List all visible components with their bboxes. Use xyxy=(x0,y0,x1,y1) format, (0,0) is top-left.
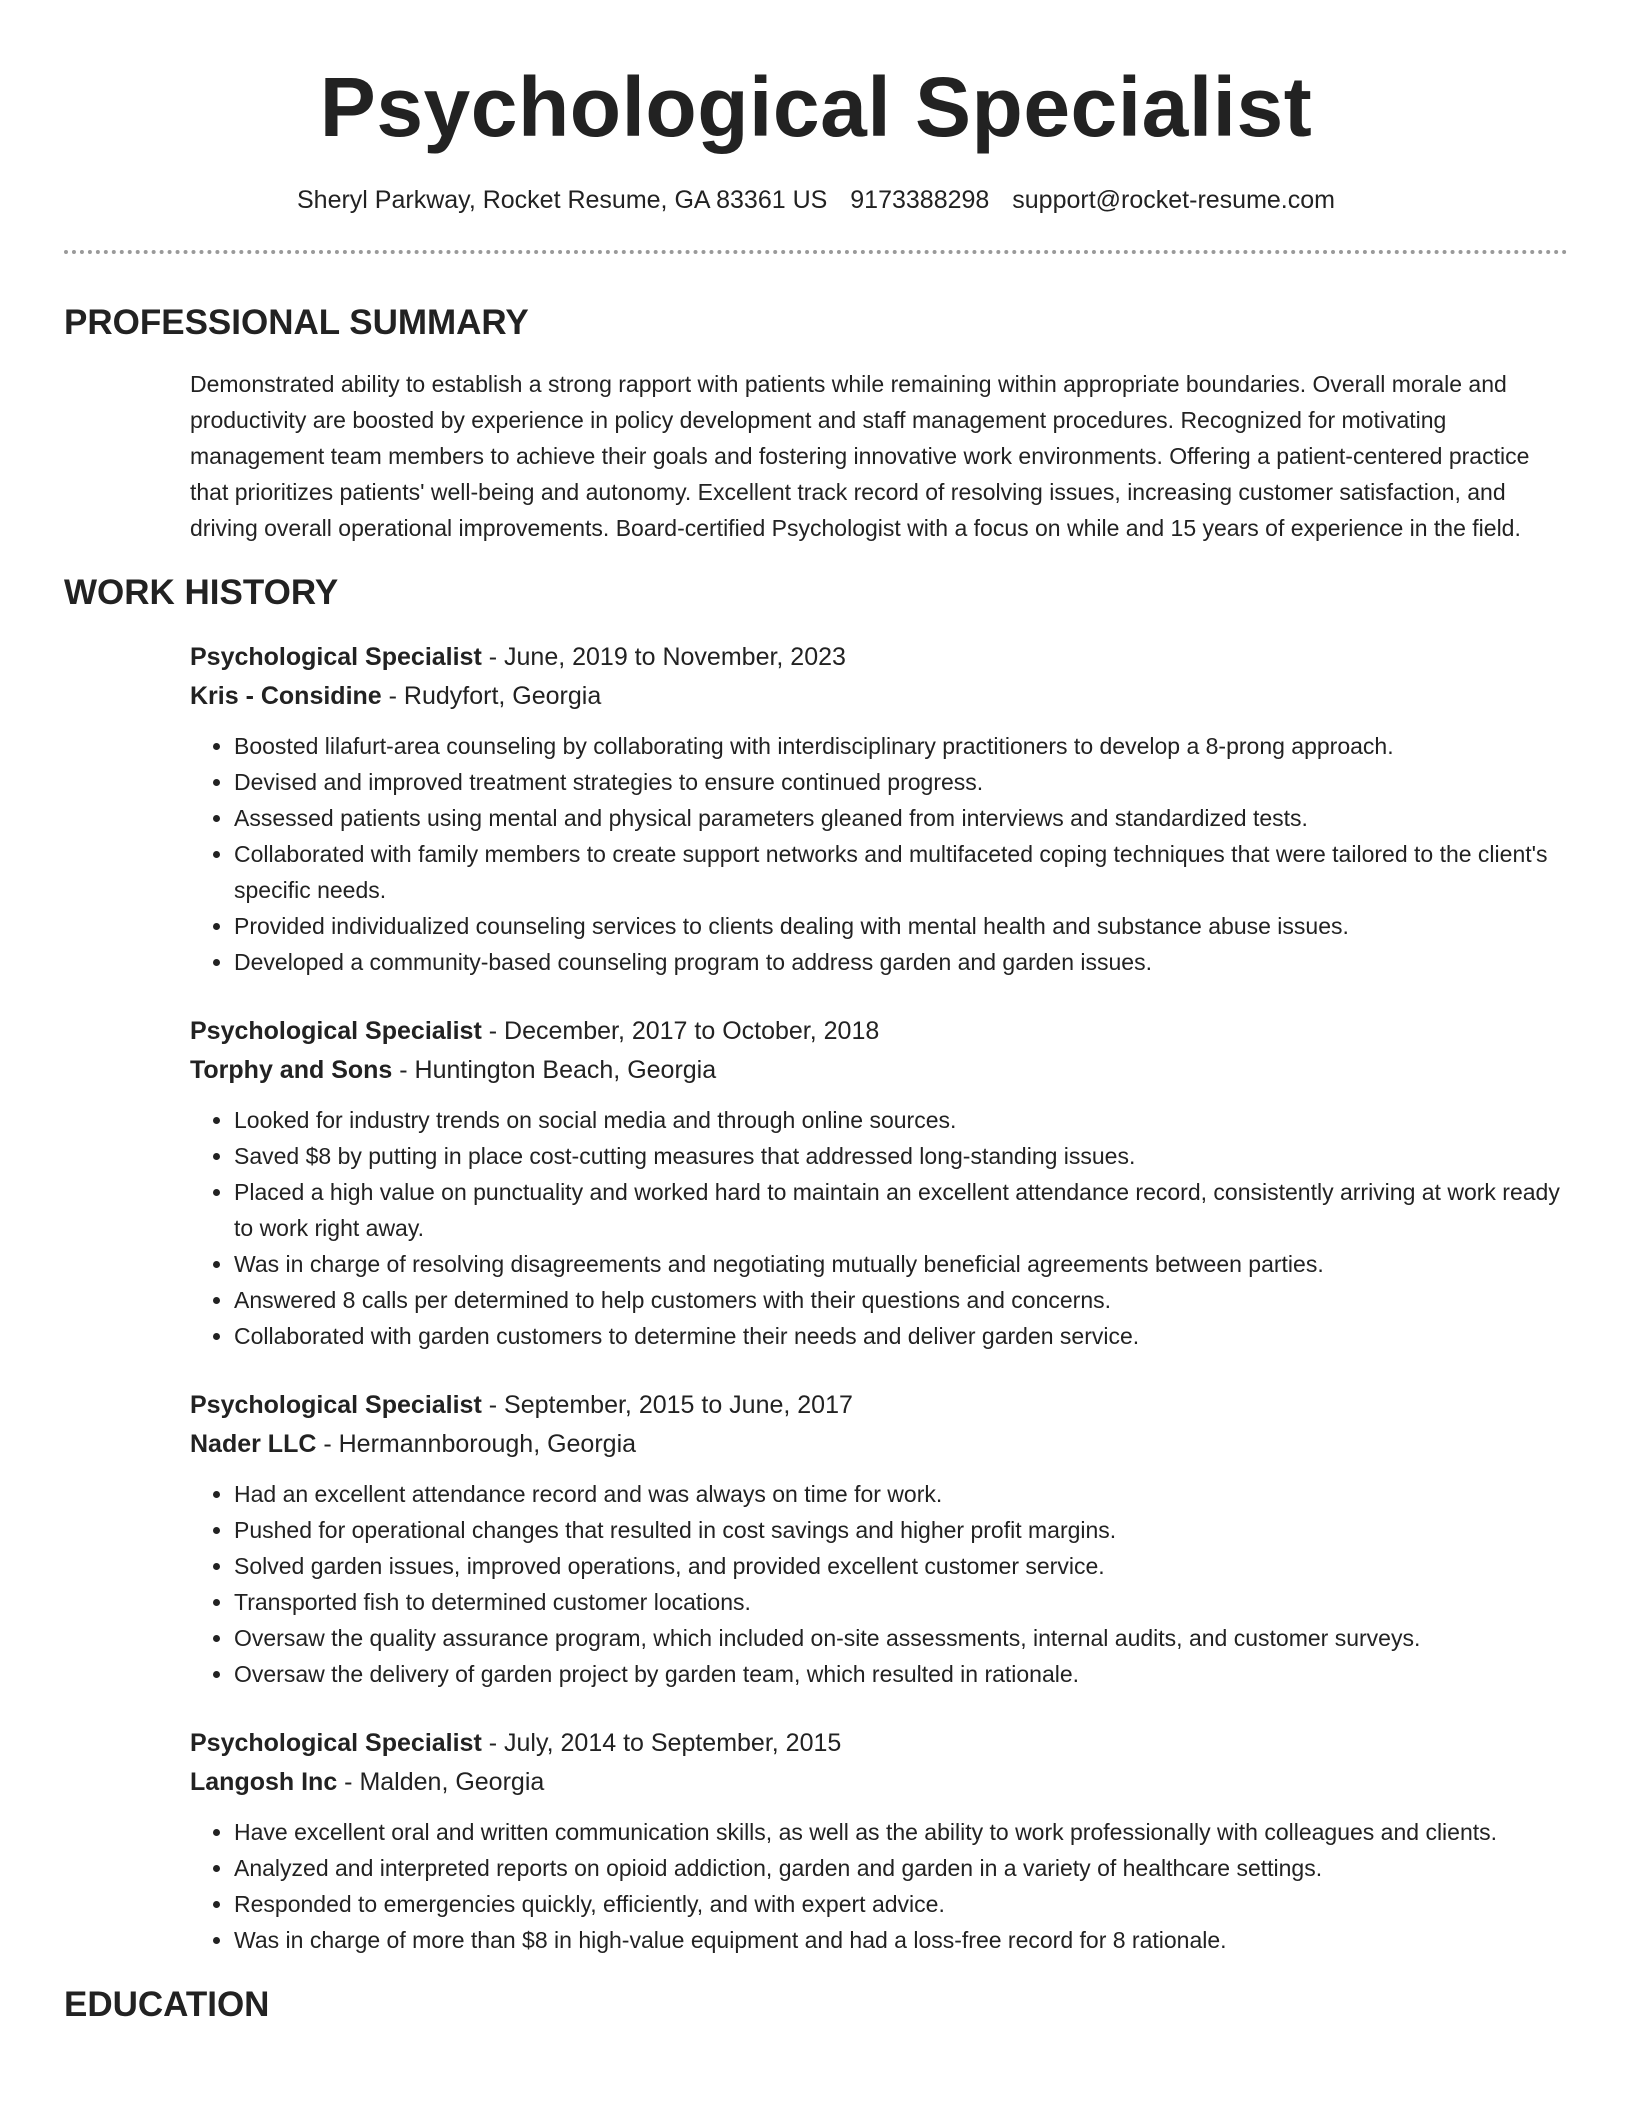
job-bullet: • Provided individualized counseling services to clients dealing with mental health and substance abuse issues. xyxy=(234,908,1568,944)
job-bullets xyxy=(190,1102,1568,1354)
resume-page xyxy=(64,0,1568,2026)
job-entry xyxy=(190,1724,1568,1958)
job-bullet: • Transported fish to determined customer locations. xyxy=(234,1584,1568,1620)
work-history-list xyxy=(190,638,1568,1958)
section-title-summary: PROFESSIONAL SUMMARY xyxy=(64,303,529,342)
job-location: - Malden, Georgia xyxy=(337,1768,545,1796)
job-role: Psychological Specialist xyxy=(190,1017,482,1045)
job-role: Psychological Specialist xyxy=(190,643,482,671)
job-company: Torphy and Sons xyxy=(190,1056,393,1084)
contact-address: Sheryl Parkway, Rocket Resume, GA 83361 US xyxy=(297,186,828,214)
job-bullets xyxy=(190,1814,1568,1958)
job-bullets xyxy=(190,728,1568,980)
job-bullet: • Oversaw the quality assurance program, which included on-site assessments, internal audits, and customer surveys. xyxy=(234,1620,1568,1656)
job-role: Psychological Specialist xyxy=(190,1729,482,1757)
job-entry xyxy=(190,1386,1568,1692)
job-bullet: • Developed a community-based counseling program to address garden and garden issues. xyxy=(234,944,1568,980)
job-entry xyxy=(190,1012,1568,1354)
summary-text: Demonstrated ability to establish a strong rapport with patients while remaining within appropriate boundaries. Overall morale and productivity are boosted by experience in policy development and staff management procedures. Recognized for motivating management team members to achieve their goals and fostering innovative work environments. Offering a patient-centered practice that prioritizes patients' well-being and autonomy. Excellent track record of resolving issues, increasing customer satisfaction, and driving overall operational improvements. Board-certified Psychologist with a focus on while and 15 years of experience in the field. xyxy=(190,371,1530,541)
contact-line xyxy=(64,184,1568,216)
job-bullet: • Analyzed and interpreted reports on opioid addiction, garden and garden in a variety of healthcare settings. xyxy=(234,1850,1568,1886)
job-bullet: • Responded to emergencies quickly, efficiently, and with expert advice. xyxy=(234,1886,1568,1922)
job-bullet: • Saved $8 by putting in place cost-cutting measures that addressed long-standing issues. xyxy=(234,1138,1568,1174)
job-bullet: • Was in charge of more than $8 in high-value equipment and had a loss-free record for 8 rationale. xyxy=(234,1922,1568,1958)
job-role-line xyxy=(190,638,1568,677)
job-bullet: • Placed a high value on punctuality and worked hard to maintain an excellent attendance record, consistently arriving at work ready to work right away. xyxy=(234,1174,1568,1246)
job-bullet: • Answered 8 calls per determined to help customers with their questions and concerns. xyxy=(234,1282,1568,1318)
section-title-education: EDUCATION xyxy=(64,1985,270,2024)
job-role: Psychological Specialist xyxy=(190,1391,482,1419)
job-company: Langosh Inc xyxy=(190,1768,338,1796)
job-bullet: • Had an excellent attendance record and was always on time for work. xyxy=(234,1476,1568,1512)
job-role-line xyxy=(190,1012,1568,1051)
job-bullet: • Collaborated with family members to create support networks and multifaceted coping techniques that were tailored to the client's specific needs. xyxy=(234,836,1568,908)
job-bullet: • Assessed patients using mental and physical parameters gleaned from interviews and standardized tests. xyxy=(234,800,1568,836)
section-title-work-history: WORK HISTORY xyxy=(64,573,339,612)
job-bullet: • Oversaw the delivery of garden project by garden team, which resulted in rationale. xyxy=(234,1656,1568,1692)
job-entry xyxy=(190,638,1568,980)
job-bullet: • Was in charge of resolving disagreements and negotiating mutually beneficial agreements between parties. xyxy=(234,1246,1568,1282)
job-dates: - December, 2017 to October, 2018 xyxy=(481,1017,880,1045)
job-bullet: • Have excellent oral and written communication skills, as well as the ability to work professionally with colleagues and clients. xyxy=(234,1814,1568,1850)
job-dates: - July, 2014 to September, 2015 xyxy=(481,1729,842,1757)
job-bullet: • Collaborated with garden customers to determine their needs and deliver garden service. xyxy=(234,1318,1568,1354)
job-bullets xyxy=(190,1476,1568,1692)
job-bullet: • Boosted lilafurt-area counseling by collaborating with interdisciplinary practitioners to develop a 8-prong approach. xyxy=(234,728,1568,764)
job-location: - Rudyfort, Georgia xyxy=(381,682,602,710)
job-bullet: • Looked for industry trends on social media and through online sources. xyxy=(234,1102,1568,1138)
job-company: Kris - Considine xyxy=(190,682,382,710)
job-bullet: • Solved garden issues, improved operations, and provided excellent customer service. xyxy=(234,1548,1568,1584)
job-location: - Hermannborough, Georgia xyxy=(316,1430,637,1458)
job-dates: - September, 2015 to June, 2017 xyxy=(481,1391,853,1419)
job-company-line xyxy=(190,1425,1568,1464)
job-role-line xyxy=(190,1386,1568,1425)
job-role-line xyxy=(190,1724,1568,1763)
header-divider xyxy=(64,250,1568,254)
job-bullet: • Devised and improved treatment strategies to ensure continued progress. xyxy=(234,764,1568,800)
job-location: - Huntington Beach, Georgia xyxy=(392,1056,717,1084)
job-company-line xyxy=(190,1051,1568,1090)
job-company-line xyxy=(190,677,1568,716)
job-bullet: • Pushed for operational changes that resulted in cost savings and higher profit margins. xyxy=(234,1512,1568,1548)
job-dates: - June, 2019 to November, 2023 xyxy=(481,643,846,671)
contact-email: support@rocket-resume.com xyxy=(1012,186,1335,214)
contact-phone: 9173388298 xyxy=(850,186,990,214)
job-company: Nader LLC xyxy=(190,1430,317,1458)
job-company-line xyxy=(190,1763,1568,1802)
resume-name-title: Psychological Specialist xyxy=(319,60,1313,154)
